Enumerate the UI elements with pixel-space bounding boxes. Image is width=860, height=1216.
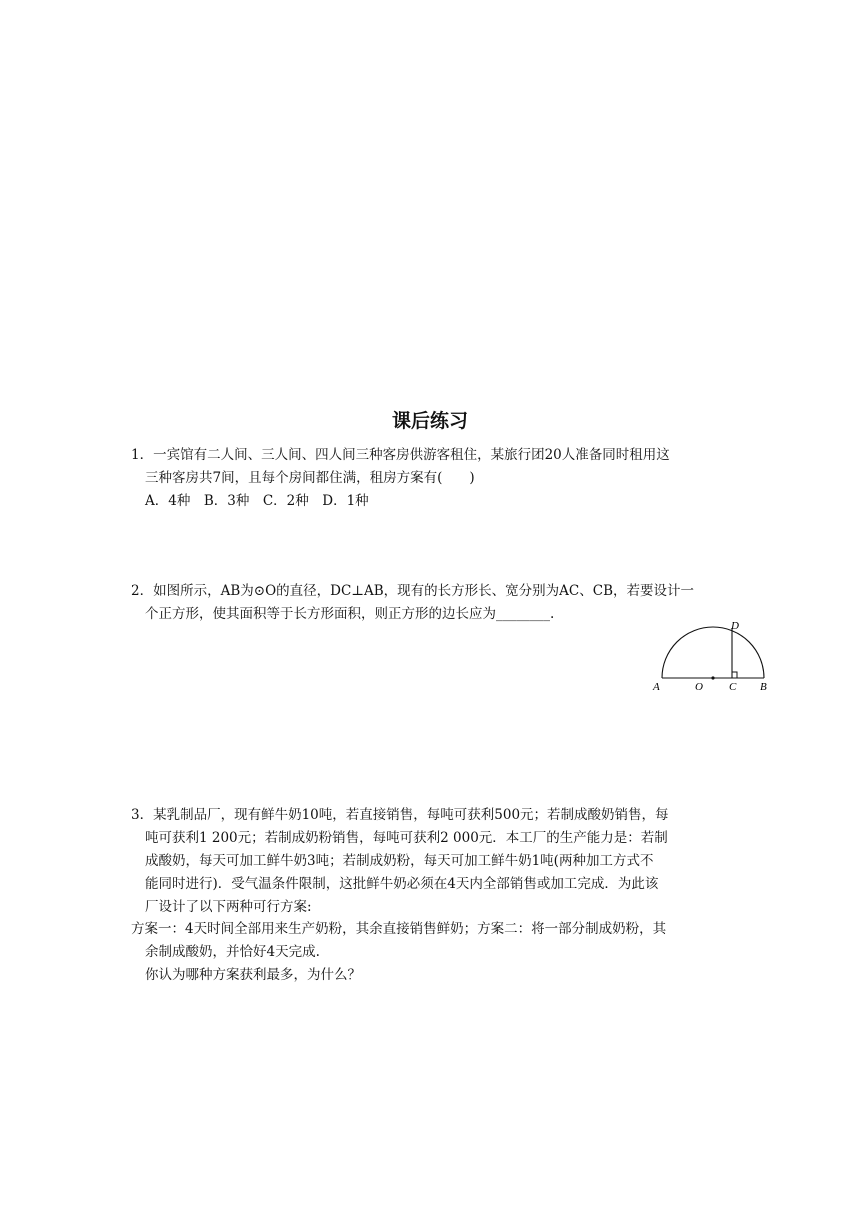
semicircle-figure	[648, 618, 778, 696]
q3-plan-line-2: 余制成酸奶，并恰好4天完成.	[145, 944, 320, 960]
q3-plan-line-1: 方案一：4天时间全部用来生产奶粉，其余直接销售鲜奶；方案二：将一部分制成奶粉，其	[131, 921, 667, 937]
q3-line-4: 能同时进行)．受气温条件限制，这批鲜牛奶必须在4天内全部销售或加工完成．为此该	[145, 876, 659, 892]
q3-line-1: 3．某乳制品厂，现有鲜牛奶10吨，若直接销售，每吨可获利500元；若制成酸奶销售，每	[131, 807, 669, 823]
center-point	[711, 676, 714, 679]
q3-line-5: 厂设计了以下两种可行方案:	[145, 899, 312, 915]
q1-line-1: 1．一宾馆有二人间、三人间、四人间三种客房供游客租住，某旅行团20人准备同时租用这	[131, 447, 670, 463]
q3-line-3: 成酸奶，每天可加工鲜牛奶3吨；若制成奶粉，每天可加工鲜牛奶1吨(两种加工方式不	[145, 853, 654, 869]
q1-options: A．4种 B．3种 C．2种 D．1种	[145, 493, 369, 509]
q3-line-2: 吨可获利1 200元；若制成奶粉销售，每吨可获利2 000元．本工厂的生产能力是：若制	[145, 830, 668, 846]
label-b: B	[760, 681, 767, 693]
q2-line-1: 2．如图所示，AB为⊙O的直径，DC⊥AB，现有的长方形长、宽分别为AC、CB，若要设计一	[131, 583, 694, 599]
label-o: O	[695, 681, 703, 693]
q3-question: 你认为哪种方案获利最多，为什么？	[145, 967, 361, 983]
label-a: A	[653, 681, 660, 693]
page-title: 课后练习	[391, 410, 468, 432]
right-angle-mark	[732, 672, 737, 678]
semicircle-arc	[662, 627, 764, 678]
label-d: D	[731, 620, 739, 632]
label-c: C	[729, 681, 737, 693]
q2-line-2: 个正方形，使其面积等于长方形面积，则正方形的边长应为________.	[145, 606, 555, 622]
q1-line-2: 三种客房共7间，且每个房间都住满，租房方案有( )	[145, 470, 475, 486]
